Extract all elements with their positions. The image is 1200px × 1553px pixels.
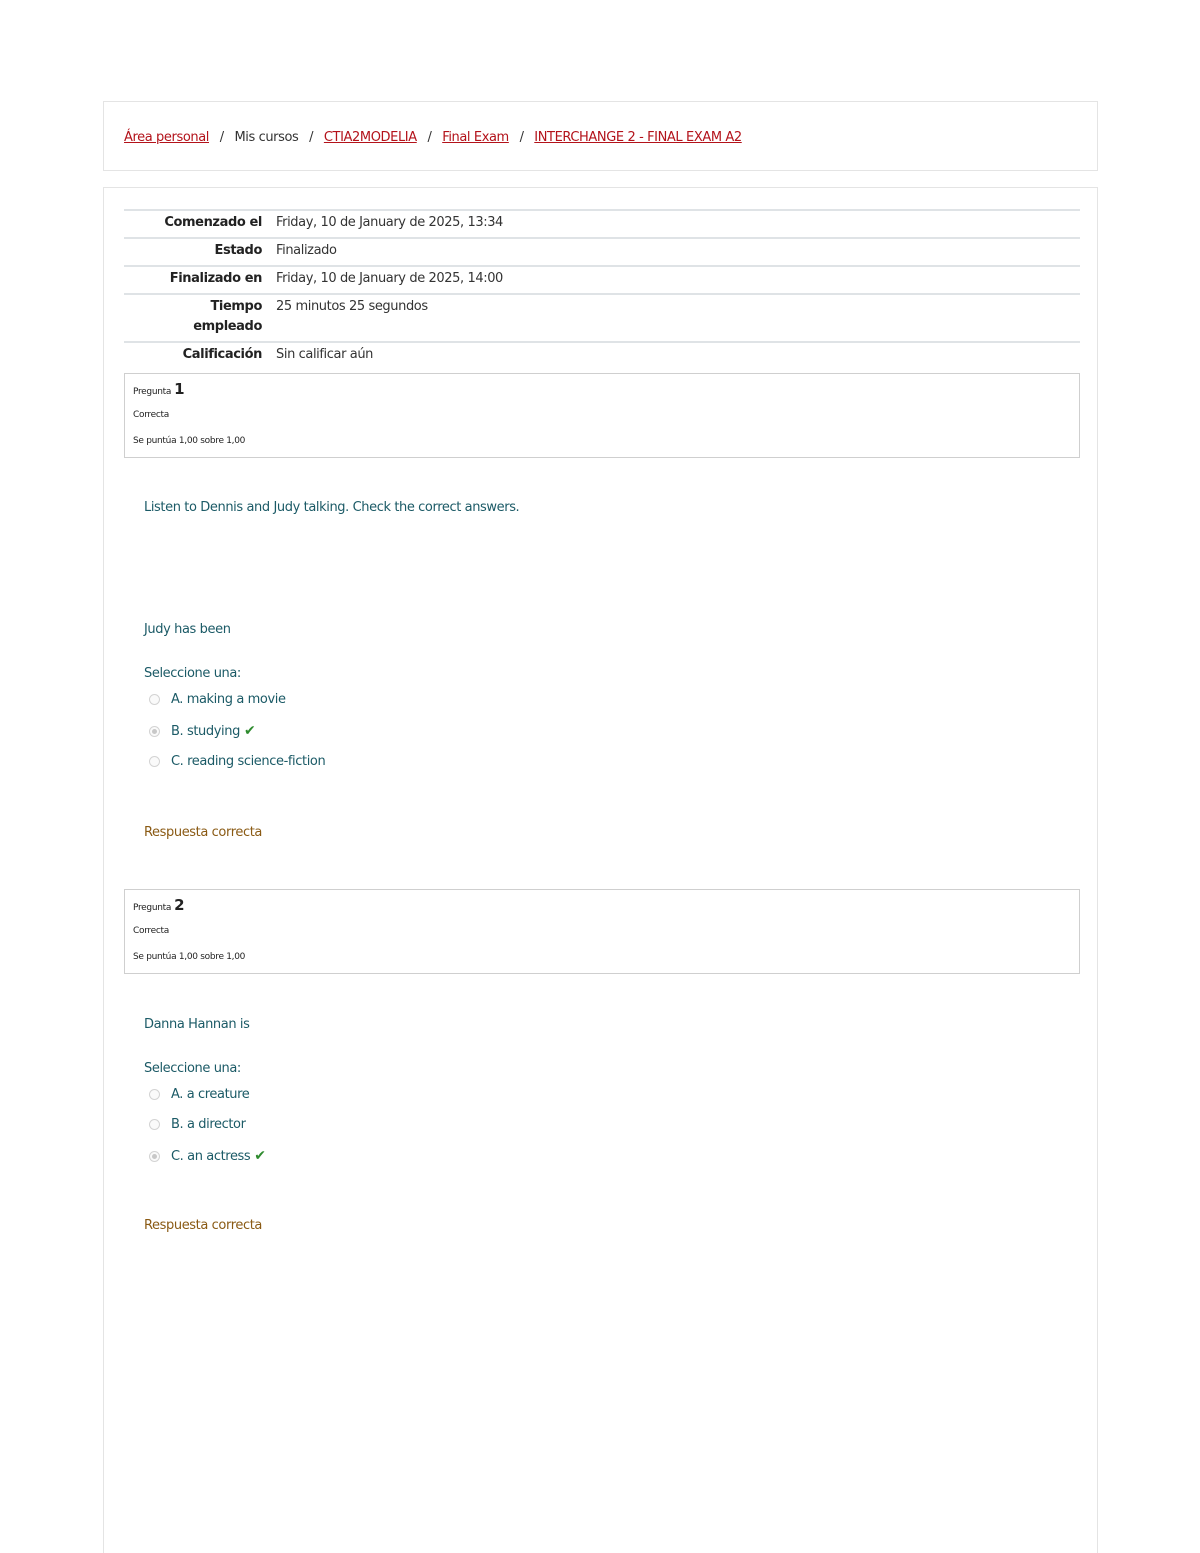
select-one-prompt: Seleccione una: bbox=[144, 1061, 241, 1076]
radio-button-selected[interactable] bbox=[149, 726, 160, 737]
question-intro: Listen to Dennis and Judy talking. Check the correct answers. bbox=[144, 500, 520, 515]
answer-feedback: Respuesta correcta bbox=[144, 825, 262, 840]
radio-button[interactable] bbox=[149, 1089, 160, 1100]
question-text: Danna Hannan is bbox=[144, 1017, 250, 1032]
answer-option[interactable] bbox=[149, 1148, 266, 1164]
summary-row-started bbox=[124, 210, 1080, 238]
answer-option[interactable] bbox=[149, 692, 286, 707]
breadcrumb-link-quiz[interactable]: INTERCHANGE 2 - FINAL EXAM A2 bbox=[534, 130, 742, 145]
question-number bbox=[133, 380, 184, 398]
question-number-value: 2 bbox=[174, 896, 185, 914]
answer-feedback: Respuesta correcta bbox=[144, 1218, 262, 1233]
quiz-review-card bbox=[103, 187, 1098, 1553]
question-grade: Se puntúa 1,00 sobre 1,00 bbox=[133, 952, 246, 962]
select-one-prompt: Seleccione una: bbox=[144, 666, 241, 681]
radio-button[interactable] bbox=[149, 694, 160, 705]
question-number bbox=[133, 896, 184, 914]
breadcrumb-link-course[interactable]: CTIA2MODELIA bbox=[323, 130, 417, 145]
summary-label-line: empleado bbox=[193, 319, 262, 334]
answer-label: A. a creature bbox=[171, 1087, 250, 1102]
answer-option[interactable] bbox=[149, 754, 325, 769]
summary-row-finished bbox=[124, 266, 1080, 294]
summary-label bbox=[124, 294, 276, 342]
breadcrumb-link-section[interactable]: Final Exam bbox=[442, 130, 509, 145]
summary-value: Friday, 10 de January de 2025, 13:34 bbox=[276, 215, 503, 230]
breadcrumb-separator: / bbox=[309, 130, 314, 145]
summary-value: 25 minutos 25 segundos bbox=[276, 299, 428, 314]
question-number-value: 1 bbox=[174, 380, 185, 398]
breadcrumb-separator: / bbox=[427, 130, 432, 145]
radio-button[interactable] bbox=[149, 756, 160, 767]
answer-option[interactable] bbox=[149, 723, 255, 739]
summary-value: Finalizado bbox=[276, 243, 337, 258]
summary-label: Comenzado el bbox=[164, 215, 262, 230]
radio-button-selected[interactable] bbox=[149, 1151, 160, 1162]
summary-row-grade bbox=[124, 342, 1080, 369]
summary-row-state bbox=[124, 238, 1080, 266]
question-info-2 bbox=[124, 889, 1080, 974]
summary-label-line: Tiempo bbox=[210, 299, 262, 314]
check-icon: ✔ bbox=[254, 1148, 266, 1164]
answer-label: C. reading science-fiction bbox=[171, 754, 326, 769]
breadcrumb-item-mis-cursos: Mis cursos bbox=[234, 130, 299, 145]
question-state: Correcta bbox=[133, 926, 169, 936]
breadcrumb bbox=[124, 130, 742, 145]
breadcrumb-separator: / bbox=[219, 130, 224, 145]
question-text: Judy has been bbox=[144, 622, 231, 637]
question-grade: Se puntúa 1,00 sobre 1,00 bbox=[133, 436, 246, 446]
breadcrumb-link-area-personal[interactable]: Área personal bbox=[124, 130, 209, 145]
breadcrumb-card bbox=[103, 101, 1098, 171]
answer-label: B. studying bbox=[171, 723, 240, 739]
radio-button[interactable] bbox=[149, 1119, 160, 1130]
answer-option[interactable] bbox=[149, 1087, 249, 1102]
answer-label: B. a director bbox=[171, 1117, 246, 1132]
summary-label: Estado bbox=[214, 243, 262, 258]
question-info-1 bbox=[124, 373, 1080, 458]
breadcrumb-separator: / bbox=[519, 130, 524, 145]
question-label: Pregunta bbox=[133, 387, 172, 397]
summary-label: Calificación bbox=[182, 347, 262, 362]
summary-row-time bbox=[124, 294, 1080, 342]
answer-label: A. making a movie bbox=[171, 692, 286, 707]
check-icon: ✔ bbox=[243, 723, 256, 739]
question-state: Correcta bbox=[133, 410, 169, 420]
attempt-summary-table bbox=[124, 209, 1080, 369]
summary-label: Finalizado en bbox=[169, 271, 262, 286]
answer-label: C. an actress bbox=[171, 1148, 251, 1164]
answer-option[interactable] bbox=[149, 1117, 246, 1132]
summary-value: Sin calificar aún bbox=[276, 347, 373, 362]
question-label: Pregunta bbox=[133, 903, 172, 913]
summary-value: Friday, 10 de January de 2025, 14:00 bbox=[276, 271, 503, 286]
